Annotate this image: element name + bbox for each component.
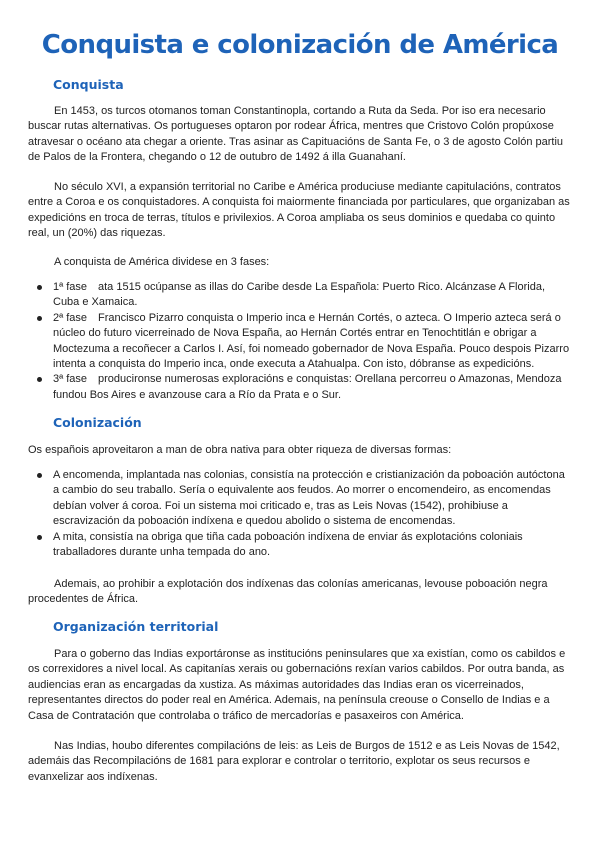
paragraph-conquista-2: No século XVI, a expansión territorial no Caribe e América produciuse mediante capitulacións, contratos entre a Coroa e os conquistadores. A conquista foi maiormente financiada por particulares, que organizaban as expedicións en troca de terras, títulos e privilexios. A Coroa ampliaba os seus dominios e quedaba co quinto real, un (20%) das riquezas. [28, 181, 570, 240]
paragraph-conquista-1: En 1453, os turcos otomanos toman Constantinopla, cortando a Ruta da Seda. Por iso era necesario buscar rutas alternativas. Os portugueses optaron por rodear África, mentres que Cristovo Colón propúxose atravesar o océano ata chegar a oriente. Tras asinar as Capituacións de Santa Fe, o 3 de agosto Colón partiu de Palos de la Frontera, chegando o 12 de outubro de 1492 á illa Guanahaní. [28, 105, 564, 164]
heading-conquista: Conquista [53, 77, 124, 92]
list-item [28, 311, 572, 373]
bullet-icon [37, 473, 42, 478]
page-title: Conquista e colonización de América [41, 30, 559, 60]
bullet-icon [37, 377, 42, 382]
list-item-text: A mita, consistía na obriga que tiña cada poboación indíxena de enviar ás explotacións coloniais traballadores durante unha tempada do ano. [53, 530, 523, 559]
bullet-icon [37, 535, 42, 540]
phase-label: 2ª fase [53, 311, 88, 324]
bullet-icon [37, 316, 42, 321]
phase-label: 1ª fase [53, 281, 88, 293]
colonizacion-list [28, 468, 572, 560]
heading-colonizacion: Colonización [53, 415, 142, 430]
paragraph-conquista-3: A conquista de América dividese en 3 fases: [54, 256, 270, 268]
paragraph-colonizacion-2: Ademais, ao prohibir a explotación dos indíxenas das colonías americanas, levouse poboación negra procedentes de África. [28, 578, 548, 606]
phase-text: producironse numerosas exploracións e conquistas: Orellana percorreu o Amazonas, Mendoza fundou Bos Aires e avanzouse cara a Río da Prata e o Sur. [53, 373, 562, 401]
bullet-icon [37, 285, 42, 290]
phase-text: Francisco Pizarro conquista o Imperio inca e Hernán Cortés, o azteca. O Imperio azteca será o núcleo do futuro vicerreinado de Nova España, ao Hernán Cortés entrar en Tenochtitlán e obrigar a Moctezuma a recoñecer a Carlos I. Así, foi nomeado gobernador de Nova España. Pouco despois Pizarro intenta a conquista do Imperio inca, onde executa a Atahualpa. Con isto, dóbranse as expedicións. [53, 311, 570, 371]
paragraph-organizacion-2: Nas Indias, houbo diferentes compilacións de leis: as Leis de Burgos de 1512 e as Leis Novas de 1542, ademáis das Recompilacións de 1681 para explorar e controlar o territorio, explotar os seus recursos e evanxelizar aos indíxenas. [28, 740, 560, 783]
heading-organizacion: Organización territorial [53, 619, 219, 634]
list-item-text: A encomenda, implantada nas colonias, consistía na protección e cristianización da poboación autóctona a cambio do seu traballo. Sería o equivalente aos feudos. Ao morrer o encomendeiro, as encomendas debían volver á coroa. Foi un sistema moi criticado e, tras as Leis Novas (1542), prohibiuse a escravización da poboación indíxena e quedou abolido o sistema de encomendas. [53, 469, 565, 528]
list-item [28, 372, 572, 403]
list-item [28, 530, 572, 561]
list-item [28, 468, 572, 530]
paragraph-colonizacion-1: Os españois aproveitaron a man de obra nativa para obter riqueza de diversas formas: [28, 444, 452, 456]
paragraph-organizacion-1: Para o goberno das Indias exportáronse as institucións peninsulares que xa existían, como os cabildos e os correxidores a nivel local. As capitanías xerais ou gobernacións rexían varios cabildos. Por outra banda, as audiencias eran as encargadas da xustiza. As máximas autoridades das Indias eran os vicerreinados, representantes directos do poder real en América. Ademais, na península creouse o Consello de Indias e a Casa de Contratación que controlaba o tráfico de mercadorías e pasaxeiros con América. [28, 648, 566, 722]
list-item [28, 280, 572, 311]
phase-text: ata 1515 ocúpanse as illas do Caribe desde La Española: Puerto Rico. Alcánzase A Florida, Cuba e Xamaica. [53, 281, 546, 309]
phases-list [28, 280, 572, 403]
phase-label: 3ª fase [53, 373, 88, 386]
